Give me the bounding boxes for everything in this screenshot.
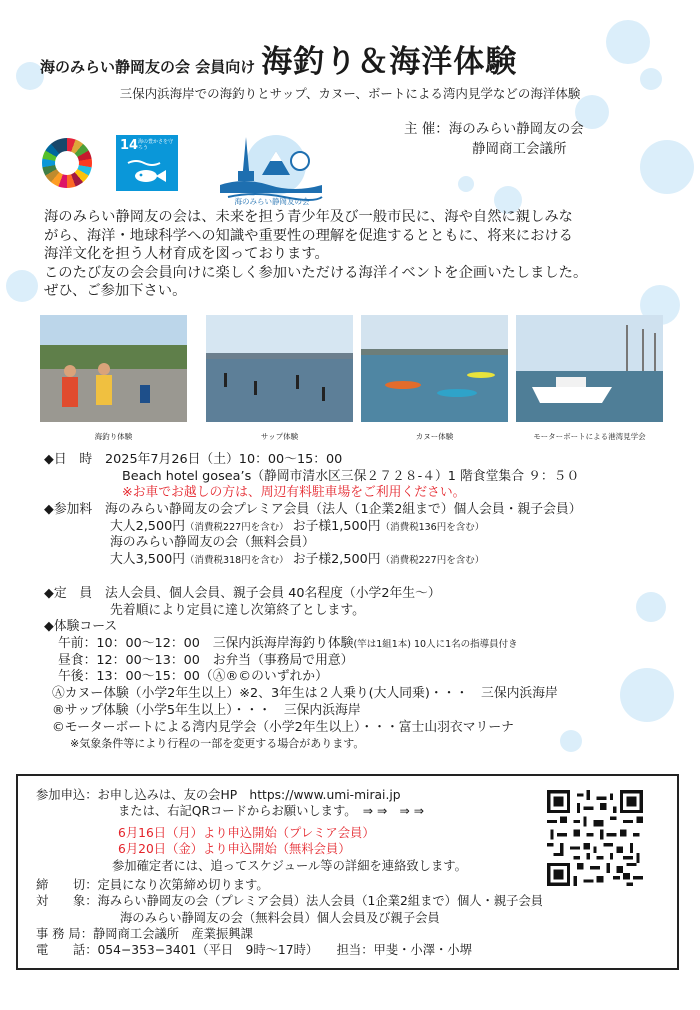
decorative-bubble (620, 668, 674, 722)
sdgs-wheel-icon (42, 138, 92, 188)
organizer (404, 119, 584, 159)
photo-canoe (361, 315, 508, 422)
capacity-note: 先着順により定員に達し次第終了とします。 (110, 602, 365, 618)
photo-fishing (40, 315, 187, 422)
qr-code-icon[interactable] (547, 790, 643, 886)
fish-icon (126, 159, 168, 185)
course-morning-text: 午前：10：00〜12：00 三保内浜海岸海釣り体験 (58, 636, 354, 652)
confirm-note: 参加確定者には、追ってスケジュール等の詳細を連絡致します。 (112, 859, 467, 873)
club-logo-icon (214, 127, 324, 207)
option-canoe: Ⓐカヌー体験（小学2年生以上）※2、3年生は２人乗り(大人同乗)・・・ 三保内浜海岸 (52, 686, 558, 702)
intro-line: 海洋文化を担う人材育成を図っております。 (44, 246, 329, 263)
page-title (40, 36, 680, 81)
course-afternoon: 午後：13：00〜15：00（Ⓐ®©のいずれか） (58, 669, 328, 685)
date-line: ◆日 時 2025年7月26日（土）10：00〜15：00 (44, 452, 343, 467)
event-details (44, 452, 582, 569)
photo-caption: モーターボートによる港湾見学会 (533, 432, 646, 441)
fee-tax-note: （消費税227円を含む） (380, 555, 485, 567)
decorative-bubble (458, 176, 474, 192)
photo-caption: サップ体験 (260, 432, 299, 441)
course-lunch: 昼食：12：00〜13：00 お弁当（事務局で用意） (58, 652, 354, 668)
capacity-line: ◆定 員 法人会員、個人会員、親子会員 40名程度（小学2年生〜） (44, 586, 441, 601)
decorative-bubble (560, 730, 582, 752)
intro-line: このたび友の会会員向けに楽しく参加いただける海洋イベントを企画いたしました。 (44, 264, 588, 281)
fee-line: ◆参加料 海のみらい静岡友の会プレミア会員（法人（1企業2組まで）個人会員・親子会員） (44, 502, 582, 518)
fee-free (44, 552, 582, 569)
course-morning-note: (竿は1組1本) 10人に1名の指導員付き (353, 639, 518, 651)
target-line: 海のみらい静岡友の会（無料会員）個人会員及び親子会員 (120, 910, 440, 925)
weather-note: ※気象条件等により行程の一部を変更する場合があります。 (70, 737, 365, 751)
start-free: 6月20日（金）より申込開始（無料会員） (118, 842, 351, 857)
photo-sup (206, 315, 353, 422)
deadline-line: 締 切：定員になり次第締め切ります。 (36, 878, 269, 892)
fee-premium-child: お子様1,500円 (292, 518, 381, 534)
fee-tax-note: （消費税318円を含む） (185, 555, 289, 567)
title-main: 海釣り＆海洋体験 (261, 44, 518, 80)
start-premium: 6月16日（月）より申込開始（プレミア会員） (118, 826, 375, 840)
office-line: 事 務 局：静岡商工会議所 産業振興課 (36, 926, 253, 941)
option-sup: ®サップ体験（小学5年生以上）・・・ 三保内浜海岸 (52, 702, 361, 718)
application-section (36, 787, 424, 820)
decorative-bubble (6, 270, 38, 302)
application-line: 参加申込：お申し込みは、友の会HP https://www.umi-mirai.jp (36, 788, 401, 802)
parking-note: ※お車でお越しの方は、周辺有料駐車場をご利用ください。 (122, 485, 466, 501)
intro-text (44, 208, 664, 301)
fee-tax-note: （消費税136円を含む） (380, 521, 485, 533)
photo-motorboat (516, 315, 663, 422)
intro-line: がら、海洋・地球科学への知識や重要性の理解を促進するとともに、将来における (44, 227, 573, 244)
application-start (118, 825, 375, 858)
option-motorboat: ©モーターボートによる湾内見学会（小学2年生以上）・・・富士山羽衣マリーナ (52, 719, 514, 735)
capacity-section (44, 586, 558, 753)
subtitle: 三保内浜海岸での海釣りとサップ、カヌー、ボートによる湾内見学などの海洋体験 (119, 86, 581, 101)
sdg14-icon (116, 135, 178, 191)
sdg14-text: 海の豊かさを守ろう (138, 139, 174, 151)
target-line: 対 象：海みらい静岡友の会（プレミア会員）法人会員（1企業2組まで）個人・親子会員 (36, 894, 544, 909)
intro-line: 海のみらい静岡友の会は、未来を担う青少年及び一般市民に、海や自然に親しみな (44, 209, 573, 225)
organizer-line: 静岡商工会議所 (472, 141, 567, 157)
application-info (36, 877, 543, 958)
decorative-bubble (636, 592, 666, 622)
fee-tax-note: （消費税227円を含む） (185, 521, 289, 533)
fee-free-adult: 大人3,500円 (110, 552, 186, 568)
fee-premium (44, 519, 582, 536)
fee-free-child: お子様2,500円 (292, 552, 381, 568)
venue-line: Beach hotel gosea’s（静岡市清水区三保２７２８-４）1 階食堂集合 ９：５０ (122, 468, 580, 484)
intro-line: ぜひ、ご参加下さい。 (44, 283, 187, 300)
club-logo-caption: 海のみらい静岡友の会 (234, 197, 310, 206)
title-organization: 海のみらい静岡友の会 会員向け (40, 58, 256, 76)
photo-caption: 海釣り体験 (94, 432, 133, 441)
application-line: または、右記QRコードからお願いします。 ⇒ ⇒ ⇒ ⇒ (118, 804, 425, 819)
photo-caption: カヌー体験 (415, 432, 454, 441)
course-heading: ◆体験コース (44, 619, 118, 635)
decorative-bubble (640, 140, 694, 194)
fee-premium-adult: 大人2,500円 (110, 518, 186, 534)
course-morning (44, 636, 558, 653)
fee-free-label: 海のみらい静岡友の会（無料会員） (110, 535, 315, 551)
phone-line: 電 話：054−353−3401（平日 9時〜17時） 担当：甲斐・小澤・小堺 (36, 943, 472, 958)
sdg14-number: 14 (120, 138, 139, 153)
organizer-line: 主 催：海のみらい静岡友の会 (404, 121, 584, 137)
